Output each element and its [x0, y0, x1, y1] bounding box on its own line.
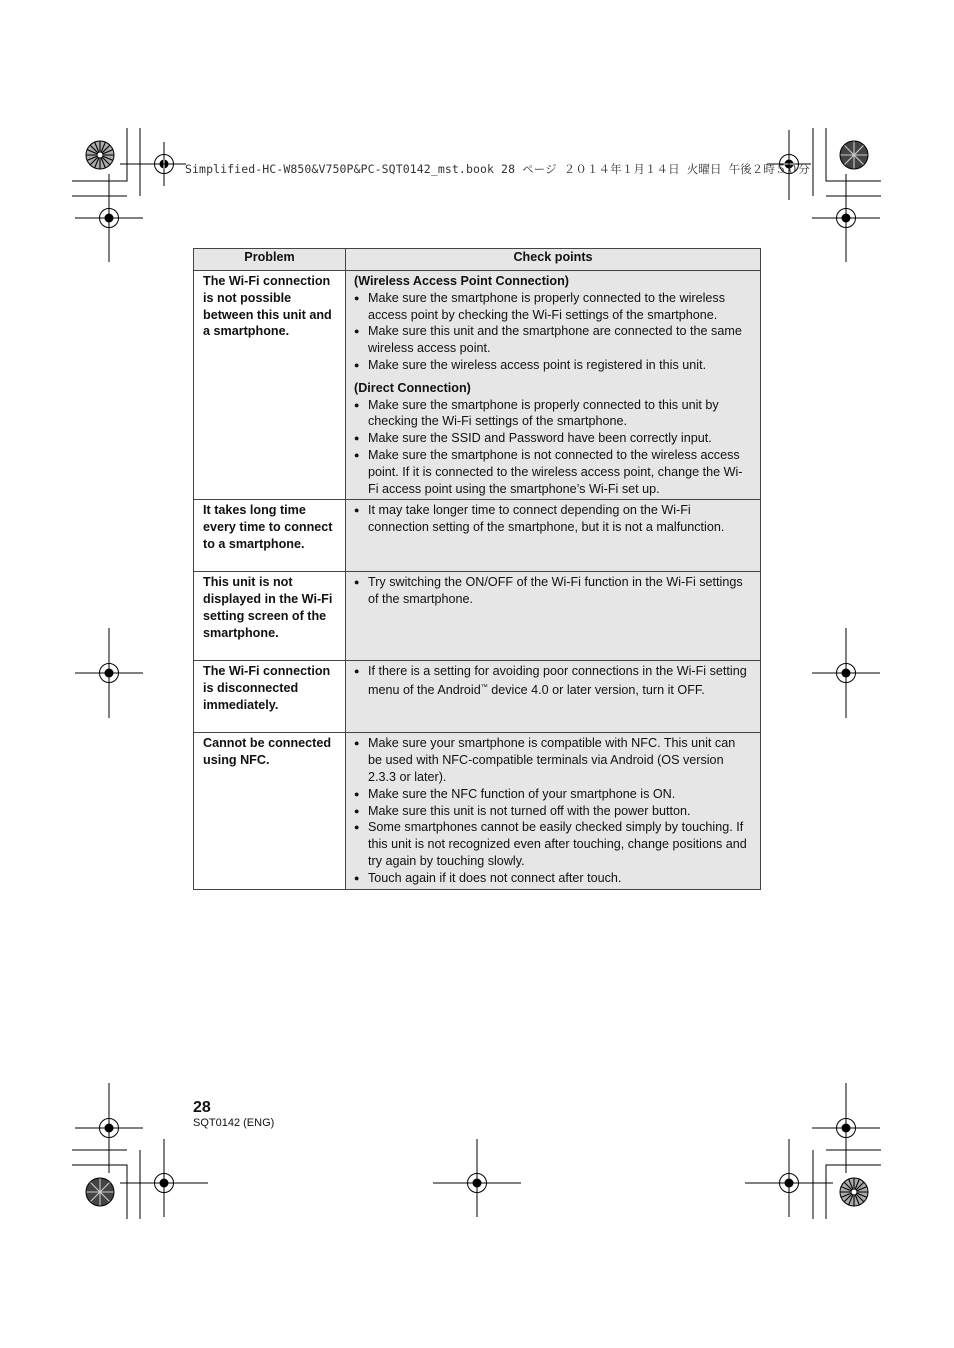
check-points-cell [346, 733, 761, 889]
problem-cell: The Wi-Fi connection is disconnected immediately. [194, 661, 346, 733]
bullet-item: ● Make sure the smartphone is properly connected to this unit by checking the Wi-Fi settings of the smartphone. [354, 397, 748, 431]
bullet-text: device 4.0 or later version, turn it OFF. [487, 683, 705, 698]
table-row [194, 661, 761, 733]
table-row [194, 500, 761, 572]
trademark-mark: ™ [480, 684, 488, 692]
check-points-cell [346, 661, 761, 733]
problem-cell: This unit is not displayed in the Wi-Fi setting screen of the smartphone. [194, 572, 346, 661]
bullet-item: ● It may take longer time to connect depending on the Wi-Fi connection setting of the smartphone, but it is not a malfunction. [354, 502, 748, 536]
problem-cell: Cannot be connected using NFC. [194, 733, 346, 889]
bullet-item: ● Make sure this unit and the smartphone are connected to the same wireless access point. [354, 323, 748, 357]
bullet-item: ● Some smartphones cannot be easily checked simply by touching. If this unit is not recognized even after touching, change positions and try again by touching slowly. [354, 819, 748, 869]
bullet-item: ● Make sure the NFC function of your smartphone is ON. [354, 786, 748, 803]
table-row [194, 572, 761, 661]
check-points-cell [346, 271, 761, 500]
table-row [194, 733, 761, 889]
bullet-item: ● Make sure the wireless access point is registered in this unit. [354, 357, 748, 374]
problem-cell: The Wi-Fi connection is not possible between this unit and a smartphone. [194, 271, 346, 500]
bullet-text: If there is a setting for avoiding poor connections in the Wi-Fi setting menu of the Android [368, 664, 747, 698]
table-row [194, 271, 761, 500]
check-points-cell [346, 572, 761, 661]
bullet-item: ● Make sure your smartphone is compatible with NFC. This unit can be used with NFC-compatible terminals via Android (OS version 2.3.3 or later). [354, 735, 748, 785]
bullet-item: ● Make sure the smartphone is not connected to the wireless access point. If it is connected to the wireless access point, change the Wi-Fi access point using the smartphone’s Wi-Fi set up. [354, 447, 748, 497]
print-header: Simplified-HC-W850&V750P&PC-SQT0142_mst.book 28 ページ ２０１４年１月１４日 火曜日 午後２時５０分 [185, 162, 810, 176]
document-code: SQT0142 (ENG) [193, 1117, 275, 1129]
check-section [354, 273, 748, 374]
problem-cell: It takes long time every time to connect to a smartphone. [194, 500, 346, 572]
table-header-row [194, 249, 761, 271]
check-points-cell [346, 500, 761, 572]
column-header-check-points: Check points [346, 249, 761, 271]
bullet-item: ● Make sure this unit is not turned off with the power button. [354, 803, 748, 820]
bullet-item: ● Touch again if it does not connect after touch. [354, 870, 748, 887]
page-number: 28 [193, 1099, 211, 1116]
bullet-item: ● Make sure the SSID and Password have been correctly input. [354, 430, 748, 447]
bullet-item: ● Make sure the smartphone is properly connected to the wireless access point by checking the Wi-Fi settings of the smartphone. [354, 290, 748, 324]
bullet-item [354, 663, 748, 699]
section-title: (Direct Connection) [354, 380, 471, 395]
troubleshooting-table [193, 248, 761, 890]
section-title: (Wireless Access Point Connection) [354, 274, 569, 288]
bullet-item: ● Try switching the ON/OFF of the Wi-Fi function in the Wi-Fi settings of the smartphone. [354, 574, 748, 608]
column-header-problem: Problem [194, 249, 346, 271]
check-section [354, 380, 748, 498]
